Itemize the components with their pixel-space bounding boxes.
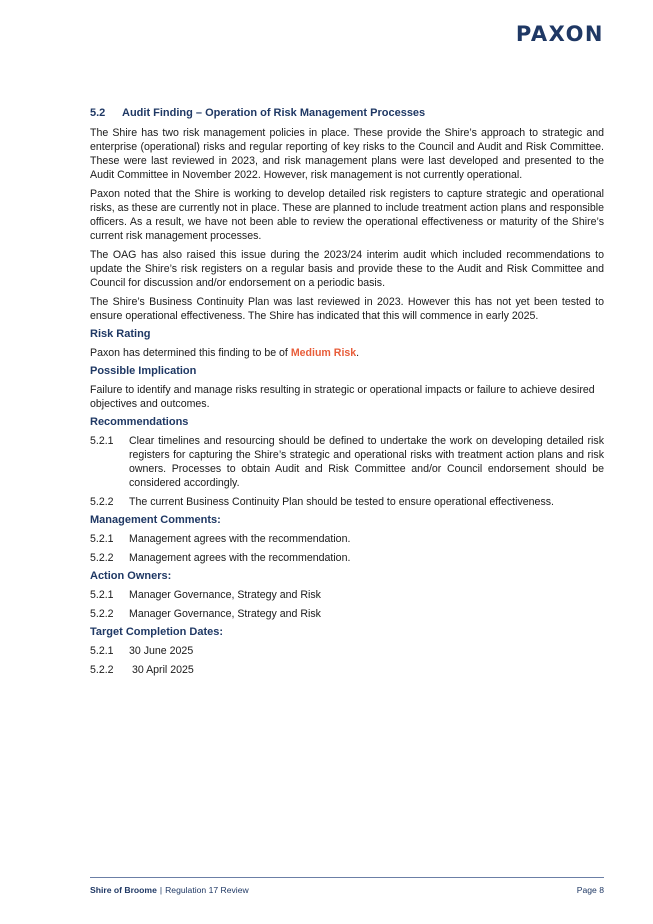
target-date-item (90, 663, 604, 677)
risk-rating-text (90, 346, 604, 360)
paragraph: The OAG has also raised this issue during the 2023/24 interim audit which included recommendations to update the Shire’s risk registers on a regular basis and provide these to the Audit and Risk Committee and Council for discussion and/or endorsement on a periodic basis. (90, 249, 604, 289)
recommendation-item (90, 495, 604, 509)
management-comments-heading: Management Comments: (90, 514, 221, 526)
page-footer (90, 877, 604, 895)
item-number: 5.2.1 (90, 589, 114, 601)
risk-rating-prefix: Paxon has determined this finding to be of (90, 347, 291, 359)
implication-heading: Possible Implication (90, 365, 197, 377)
item-text: Clear timelines and resourcing should be defined to undertake the work on developing detailed risk registers for capturing the Shire’s strategic and operational risks with treatment action plans and risk owners. Processes to obtain Audit and Risk Committee and/or Council endorsement should be considered accordingly. (129, 435, 604, 489)
management-comment-item (90, 532, 604, 546)
item-text: Manager Governance, Strategy and Risk (129, 589, 321, 601)
footer-doc: Regulation 17 Review (165, 885, 249, 895)
risk-rating-suffix: . (356, 347, 360, 359)
page-number: Page 8 (576, 885, 604, 895)
implication-text: Failure to identify and manage risks resulting in strategic or operational impacts or failure to achieve desired objectives and outcomes. (90, 384, 595, 410)
footer-left (90, 885, 249, 895)
item-number: 5.2.1 (90, 435, 114, 447)
item-text: Management agrees with the recommendation. (129, 533, 351, 545)
item-number: 5.2.2 (90, 608, 114, 620)
item-text: The current Business Continuity Plan should be tested to ensure operational effectiveness. (129, 496, 554, 508)
paragraph: The Shire’s Business Continuity Plan was last reviewed in 2023. However this has not yet been tested to ensure operational effectiveness. The Shire has indicated that this will commence in early 2025. (90, 296, 604, 322)
paragraph: Paxon noted that the Shire is working to develop detailed risk registers to capture strategic and operational risks, as these are currently not in place. These are planned to include treatment action plans and responsible officers. As a result, we have not been able to review the operational effectiveness or maturity of the Shire’s current risk management processes. (90, 188, 604, 242)
page-content (90, 107, 604, 682)
item-number: 5.2.2 (90, 664, 114, 676)
action-owners-heading: Action Owners: (90, 570, 172, 582)
risk-rating-heading: Risk Rating (90, 328, 151, 340)
risk-level: Medium Risk (290, 347, 357, 359)
management-comment-item (90, 551, 604, 565)
item-number: 5.2.2 (90, 496, 114, 508)
footer-separator: | (159, 885, 163, 895)
target-date-item (90, 644, 604, 658)
section-number: 5.2 (90, 107, 106, 119)
section-heading (90, 107, 604, 119)
footer-org: Shire of Broome (90, 885, 157, 895)
recommendations-heading: Recommendations (90, 416, 189, 428)
paragraph: The Shire has two risk management policies in place. These provide the Shire’s approach to strategic and enterprise (operational) risks and regular reporting of key risks to the Council and Audit and Risk Committee. These were last reviewed in 2023, and risk management plans were last developed and presented to the Audit Committee in November 2022. However, risk management is not currently operational. (90, 127, 604, 181)
item-text: Management agrees with the recommendation. (129, 552, 351, 564)
item-text: Manager Governance, Strategy and Risk (129, 608, 321, 620)
section-title: Audit Finding – Operation of Risk Management Processes (122, 107, 426, 119)
target-dates-heading: Target Completion Dates: (90, 626, 224, 638)
item-text: 30 June 2025 (129, 645, 194, 657)
item-number: 5.2.1 (90, 645, 114, 657)
item-number: 5.2.2 (90, 552, 114, 564)
item-text: 30 April 2025 (129, 664, 194, 676)
paxon-logo: PAXON (515, 22, 604, 46)
action-owner-item (90, 607, 604, 621)
recommendation-item (90, 434, 604, 490)
action-owner-item (90, 588, 604, 602)
item-number: 5.2.1 (90, 533, 114, 545)
